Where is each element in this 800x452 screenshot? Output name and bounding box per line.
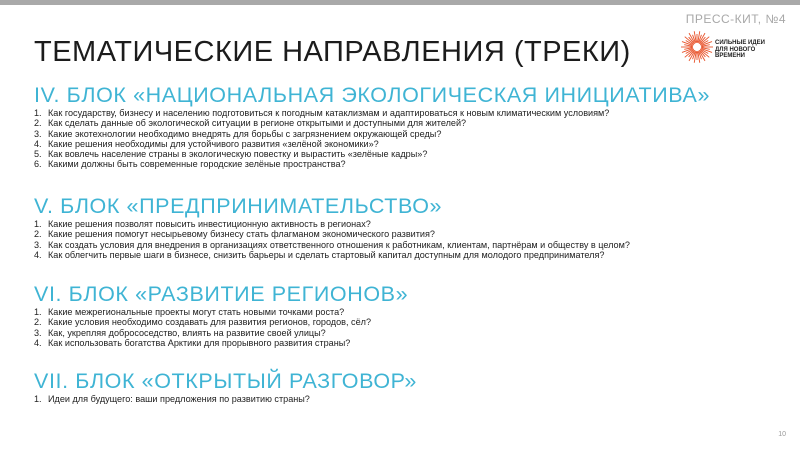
item-number: 4. <box>34 337 42 348</box>
item-text: Как вовлечь население страны в экологическую повестку и вырастить «зелёные кадры»? <box>48 149 428 160</box>
logo-line: ВРЕМЕНИ <box>715 53 745 59</box>
list-item <box>34 240 630 250</box>
item-text: Как государству, бизнесу и населению подготовиться к погодным катаклизмам и адаптироваться к новым климатическим условиям? <box>48 108 610 118</box>
item-number: 4. <box>34 249 42 260</box>
block-open-talk <box>34 368 417 404</box>
list-item <box>34 338 408 348</box>
item-text: Как создать условия для внедрения в организациях ответственного отношения к работникам, клиентам, партнёрам и обществу в целом? <box>48 239 630 250</box>
item-number: 3. <box>34 239 42 250</box>
list-item <box>34 250 630 260</box>
item-text: Как сделать данные об экологической ситуации в регионе открытыми и доступными для жителей? <box>48 118 467 129</box>
list-item <box>34 328 408 338</box>
item-text: Какие межрегиональные проекты могут стать новыми точками роста? <box>48 307 345 317</box>
item-text: Какие решения помогут несырьевому бизнесу стать флагманом экономического развития? <box>48 229 435 240</box>
item-number: 4. <box>34 138 42 149</box>
item-text: Какими должны быть современные городские зелёные пространства? <box>48 159 346 170</box>
item-number: 3. <box>34 327 42 338</box>
block-entrepreneurship <box>34 193 630 260</box>
list-item <box>34 307 408 317</box>
question-list <box>34 219 630 260</box>
page-number: 10 <box>778 431 786 438</box>
sunburst-logo-icon <box>680 30 714 64</box>
question-list <box>34 394 417 404</box>
page-title: ТЕМАТИЧЕСКИЕ НАПРАВЛЕНИЯ (ТРЕКИ) <box>34 36 631 68</box>
question-list <box>34 307 408 348</box>
item-number: 1. <box>34 219 42 229</box>
logo-line: СИЛЬНЫЕ ИДЕИ <box>715 40 765 46</box>
logo-text <box>715 40 775 60</box>
press-kit-label: ПРЕСС-КИТ, №4 <box>685 12 786 26</box>
item-text: Какие условия необходимо создавать для развития регионов, городов, сёл? <box>48 317 372 328</box>
item-number: 2. <box>34 118 42 129</box>
list-item <box>34 118 710 128</box>
item-text: Какие решения необходимы для устойчивого развития «зелёной экономики»? <box>48 138 379 149</box>
logo <box>680 30 790 70</box>
list-item <box>34 229 630 239</box>
item-number: 1. <box>34 394 42 404</box>
item-text: Идеи для будущего: ваши предложения по развитию страны? <box>48 394 310 404</box>
list-item <box>34 149 710 159</box>
block-title: VII. БЛОК «ОТКРЫТЫЙ РАЗГОВОР» <box>34 369 417 393</box>
question-list <box>34 108 710 170</box>
block-ecology <box>34 82 710 170</box>
item-number: 1. <box>34 307 42 317</box>
list-item <box>34 317 408 327</box>
block-title: IV. БЛОК «НАЦИОНАЛЬНАЯ ЭКОЛОГИЧЕСКАЯ ИНИЦИАТИВА» <box>34 83 711 107</box>
item-text: Какие решения позволят повысить инвестиционную активность в регионах? <box>48 219 371 229</box>
block-title: VI. БЛОК «РАЗВИТИЕ РЕГИОНОВ» <box>34 282 409 306</box>
item-number: 1. <box>34 108 42 118</box>
list-item <box>34 159 710 169</box>
item-number: 2. <box>34 229 42 240</box>
item-text: Как облегчить первые шаги в бизнесе, снизить барьеры и сделать стартовый капитал доступным для молодого предпринимателя? <box>48 249 605 260</box>
list-item <box>34 139 710 149</box>
logo-line: ДЛЯ НОВОГО <box>715 46 756 53</box>
list-item <box>34 108 710 118</box>
item-text: Какие экотехнологии необходимо внедрять для борьбы с загрязнением окружающей среды? <box>48 128 442 139</box>
item-number: 5. <box>34 149 42 160</box>
list-item <box>34 394 417 404</box>
list-item <box>34 129 710 139</box>
item-text: Как, укрепляя добрососедство, влиять на развитие своей улицы? <box>48 327 326 338</box>
block-title: V. БЛОК «ПРЕДПРИНИМАТЕЛЬСТВО» <box>34 194 443 218</box>
block-regions <box>34 281 408 348</box>
item-number: 3. <box>34 128 42 139</box>
item-text: Как использовать богатства Арктики для прорывного развития страны? <box>48 337 351 348</box>
item-number: 2. <box>34 317 42 328</box>
top-bar <box>0 0 800 5</box>
item-number: 6. <box>34 159 42 170</box>
list-item <box>34 219 630 229</box>
